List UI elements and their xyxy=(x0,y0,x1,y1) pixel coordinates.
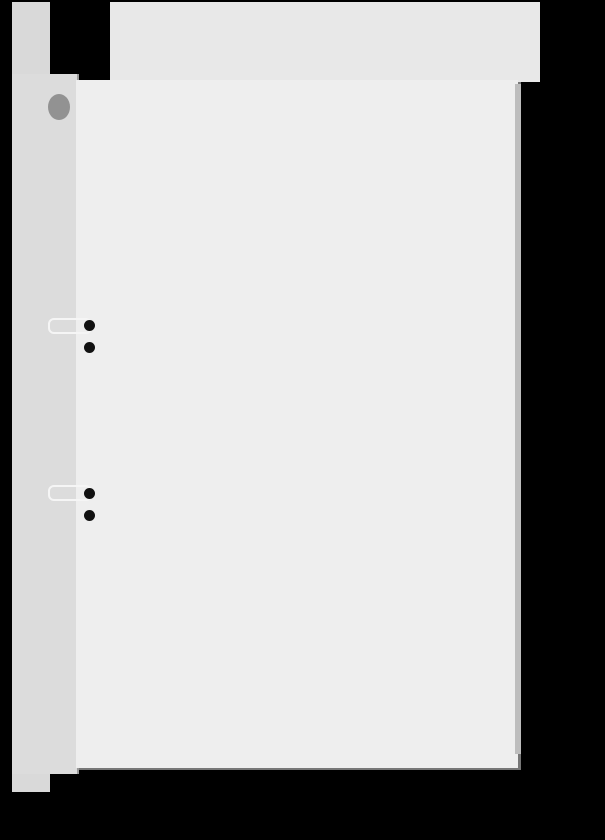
punch-hole xyxy=(84,342,95,353)
archive-footer-bar xyxy=(0,808,605,840)
page-edge-shadow xyxy=(515,84,521,754)
document-page xyxy=(76,80,518,768)
punch-hole xyxy=(84,488,95,499)
back-sheet-top xyxy=(110,2,540,82)
punch-hole xyxy=(84,320,95,331)
underlying-sheet xyxy=(12,74,79,774)
punch-hole xyxy=(84,510,95,521)
ink-smudge xyxy=(48,94,70,120)
